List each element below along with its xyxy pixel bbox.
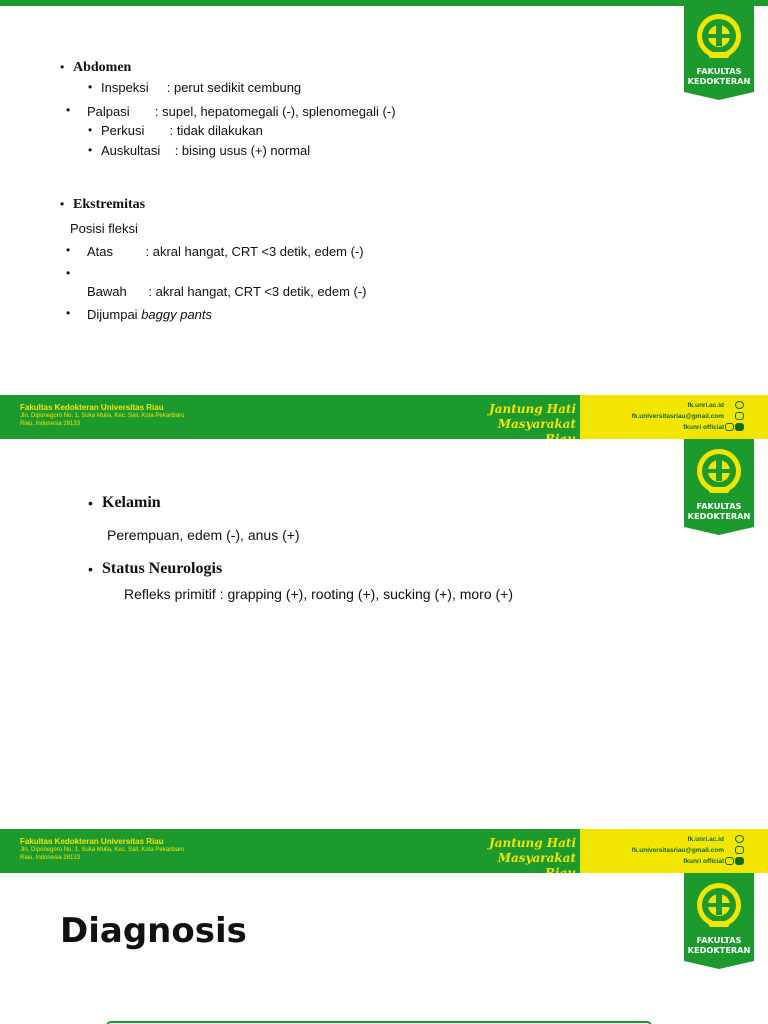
bullet-icon: • (66, 243, 71, 257)
slogan-line1: Jantung Hati (489, 836, 576, 850)
footer-institution: Fakultas Kedokteran Universitas Riau (20, 403, 164, 412)
footer-social: fkunri official (683, 424, 724, 431)
footer-band (0, 829, 768, 873)
slogan-line2: Masyarakat (497, 417, 576, 431)
footer-address-line2: Riau, Indonesia 28133 (20, 421, 81, 427)
email-icon (735, 412, 744, 420)
bullet-icon: • (60, 197, 65, 211)
badge-line1: FAKULTAS (696, 935, 742, 945)
slogan-line2: Masyarakat (497, 851, 576, 865)
abdomen-heading: Abdomen (73, 60, 132, 75)
badge-line2: KEDOKTERAN (687, 76, 751, 86)
bullet-icon: • (88, 143, 93, 157)
faculty-logo-badge (684, 439, 754, 535)
footer-address-line1: Jln. Diponegoro No. 1, Suka Mulia, Kec. Sail, Kota Pekanbaru (20, 847, 185, 853)
neuro-heading: Status Neurologis (102, 560, 223, 577)
palpasi-line: Palpasi : supel, hepatomegali (-), splenomegali (-) (87, 104, 396, 119)
bullet-icon: • (88, 561, 93, 577)
footer-website: fk.unri.ac.id (687, 402, 724, 409)
badge-line2: KEDOKTERAN (687, 511, 751, 521)
bullet-icon: • (88, 495, 93, 511)
badge-line1: FAKULTAS (696, 66, 742, 76)
footer-email: fk.universitasriau@gmail.com (631, 413, 724, 420)
faculty-logo-badge (684, 4, 754, 100)
bullet-icon: • (66, 103, 71, 117)
kelamin-heading: Kelamin (102, 494, 161, 511)
kelamin-text: Perempuan, edem (-), anus (+) (107, 527, 300, 543)
youtube-icon (735, 423, 744, 431)
footer-website: fk.unri.ac.id (687, 836, 724, 843)
footer-band (0, 395, 768, 439)
footer-address-line2: Riau, Indonesia 28133 (20, 855, 81, 861)
ekstremitas-heading: Ekstremitas (73, 197, 146, 212)
instagram-icon (725, 857, 734, 865)
posisi-line: Posisi fleksi (70, 221, 138, 236)
slide-title: Diagnosis (60, 911, 247, 951)
perkusi-line: Perkusi : tidak dilakukan (101, 123, 263, 138)
bullet-icon: • (88, 80, 93, 94)
globe-icon (735, 835, 744, 843)
slogan-line1: Jantung Hati (489, 402, 576, 416)
footer-email: fk.universitasriau@gmail.com (631, 847, 724, 854)
bullet-icon: • (66, 306, 71, 320)
bullet-icon: • (66, 266, 71, 280)
neuro-text: Refleks primitif : grapping (+), rooting (+), sucking (+), moro (+) (124, 586, 514, 602)
auskultasi-line: Auskultasi : bising usus (+) normal (101, 143, 311, 158)
footer-institution: Fakultas Kedokteran Universitas Riau (20, 837, 164, 846)
slide-diagnosis (0, 873, 768, 1024)
slide-kelamin-neurologis (0, 439, 768, 829)
top-accent-bar (0, 0, 768, 6)
footer-social: fkunri official (683, 858, 724, 865)
bullet-icon: • (60, 60, 65, 74)
atas-line: Atas : akral hangat, CRT <3 detik, edem (-) (87, 244, 364, 259)
bawah-line: Bawah : akral hangat, CRT <3 detik, edem (-) (87, 284, 367, 299)
baggy-pants-text: baggy pants (141, 307, 213, 322)
email-icon (735, 846, 744, 854)
globe-icon (735, 401, 744, 409)
youtube-icon (735, 857, 744, 865)
inspeksi-line: Inspeksi : perut sedikit cembung (101, 80, 302, 95)
badge-line1: FAKULTAS (696, 501, 742, 511)
bullet-icon: • (88, 123, 93, 137)
slide-abdomen-ekstremitas (0, 0, 768, 395)
instagram-icon (725, 423, 734, 431)
badge-line2: KEDOKTERAN (687, 945, 751, 955)
dijumpai-line: Dijumpai baggy pants (87, 307, 213, 322)
faculty-logo-badge (684, 873, 754, 969)
footer-address-line1: Jln. Diponegoro No. 1, Suka Mulia, Kec. Sail, Kota Pekanbaru (20, 413, 185, 419)
